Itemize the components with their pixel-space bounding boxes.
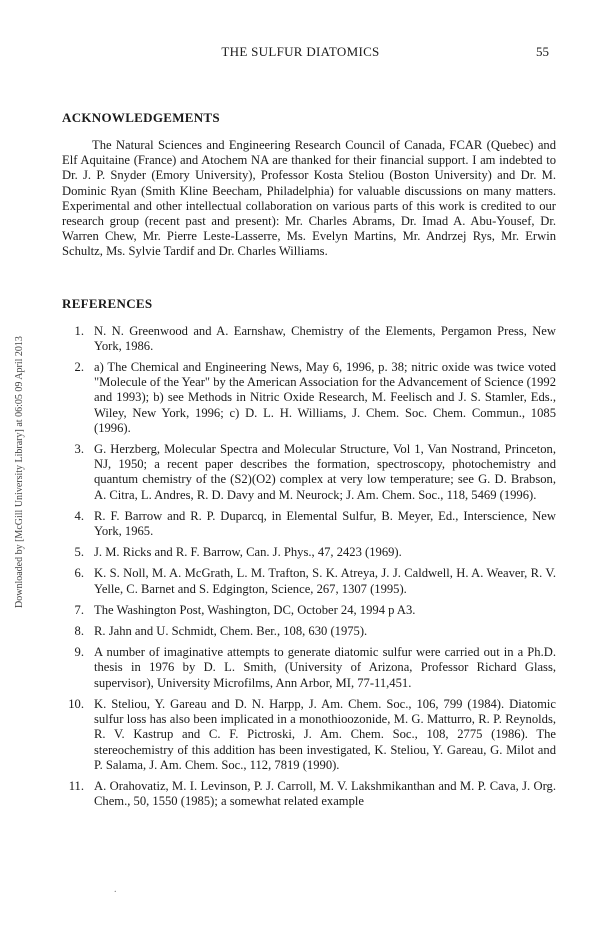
download-watermark: Downloaded by [McGill University Library] at 06:05 09 April 2013 — [14, 336, 25, 608]
reference-text: G. Herzberg, Molecular Spectra and Molecular Structure, Vol 1, Van Nostrand, Princeton, NJ, 1950; a recent paper describes the formation, spectroscopy, photochemistry and quantum chemistry of the (S2)(O2) complex at very low temperature; see G. D. Brabson, A. Citra, L. Andres, R. D. Davy and M. Neurock; J. Am. Chem. Soc., 118, 5469 (1996). — [94, 442, 556, 502]
reference-number: 6. — [74, 566, 84, 581]
reference-number: 10. — [68, 696, 84, 711]
reference-item — [62, 645, 556, 691]
acknowledgements-heading: ACKNOWLEDGEMENTS — [62, 110, 220, 125]
reference-item — [62, 624, 556, 639]
reference-text: The Washington Post, Washington, DC, October 24, 1994 p A3. — [94, 602, 416, 617]
reference-number: 8. — [74, 624, 84, 639]
reference-number: 1. — [74, 323, 84, 338]
reference-text: N. N. Greenwood and A. Earnshaw, Chemistry of the Elements, Pergamon Press, New York, 1986. — [94, 323, 556, 353]
reference-item — [62, 442, 556, 503]
reference-number: 3. — [74, 442, 84, 457]
acknowledgements-text: The Natural Sciences and Engineering Research Council of Canada, FCAR (Quebec) and Elf Aquitaine (France) and Atochem NA are thanked for their financial support. I am indebted to Dr. J. P. Snyder (Emory University), Professor Kosta Steliou (Boston University) and Dr. M. Dominic Ryan (Smith Kline Beecham, Philadelphia) for valuable discussions on many matters. Experimental and other intellectual collaboration on various parts of this work is credited to our research group (recent past and present): Mr. Charles Abrams, Dr. Imad A. Abu-Yousef, Dr. Warren Chew, Mr. Pierre Leste-Lasserre, Ms. Evelyn Martins, Mr. Andrzej Rys, Mr. Erwin Schultz, Ms. Sylvie Tardif and Dr. Charles Williams. — [62, 138, 556, 259]
reference-item — [62, 779, 556, 809]
reference-item — [62, 697, 556, 773]
reference-text: A. Orahovatiz, M. I. Levinson, P. J. Carroll, M. V. Lakshmikanthan and M. P. Cava, J. Org. Chem., 50, 1550 (1985); a somewhat related example — [94, 778, 556, 809]
reference-text: J. M. Ricks and R. F. Barrow, Can. J. Phys., 47, 2423 (1969). — [94, 545, 402, 560]
reference-item — [62, 360, 556, 436]
running-header — [0, 44, 601, 62]
page-body — [62, 110, 556, 815]
reference-item — [62, 603, 556, 618]
reference-number: 7. — [74, 602, 84, 617]
references-list — [62, 324, 556, 810]
reference-number: 5. — [74, 545, 84, 560]
reference-text: K. Steliou, Y. Gareau and D. N. Harpp, J. Am. Chem. Soc., 106, 799 (1984). Diatomic sulfur loss has also been implicated in a monothioozonide, M. G. Matturro, R. P. Reynolds, R. V. Kastrup and C. F. Pictroski, J. Am. Chem. Soc., 108, 2775 (1986). The stereochemistry of this addition has been investigated, K. Steliou, Y. Gareau, G. Milot and P. Salama, J. Am. Chem. Soc., 112, 7819 (1990). — [94, 696, 556, 772]
reference-text: R. Jahn and U. Schmidt, Chem. Ber., 108, 630 (1975). — [94, 624, 368, 639]
reference-number: 4. — [74, 508, 84, 523]
reference-number: 9. — [74, 645, 84, 660]
running-title: THE SULFUR DIATOMICS — [221, 44, 380, 59]
reference-item — [62, 509, 556, 539]
reference-item — [62, 545, 556, 560]
reference-text: R. F. Barrow and R. P. Duparcq, in Elemental Sulfur, B. Meyer, Ed., Interscience, New York, 1965. — [94, 508, 556, 539]
reference-item — [62, 566, 556, 596]
reference-number: 2. — [74, 360, 84, 375]
reference-item — [62, 324, 556, 354]
references-heading: REFERENCES — [62, 295, 153, 311]
reference-number: 11. — [68, 778, 84, 793]
reference-text: K. S. Noll, M. A. McGrath, L. M. Trafton, S. K. Atreya, J. J. Caldwell, H. A. Weaver, R. V. Yelle, C. Barnet and S. Edgington, Science, 267, 1307 (1995). — [94, 566, 556, 596]
footer-mark: . — [114, 884, 117, 895]
reference-text: A number of imaginative attempts to generate diatomic sulfur were carried out in a Ph.D. thesis in 1976 by D. L. Smith, (University of Arizona, Professor Richard Glass, supervisor), University Microfilms, Ann Arbor, MI, 77-11,451. — [94, 645, 556, 690]
reference-text: a) The Chemical and Engineering News, May 6, 1996, p. 38; nitric oxide was twice voted "Molecule of the Year" by the American Association for the Advancement of Science (1992 and 1993); b) see Methods in Nitric Oxide Research, M. Feelisch and J. S. Stamler, Eds., Wiley, New York, 1996; c) D. L. H. Williams, J. Chem. Soc. Chem. Commun., 1085 (1996). — [94, 360, 556, 435]
page-number: 55 — [536, 44, 549, 59]
